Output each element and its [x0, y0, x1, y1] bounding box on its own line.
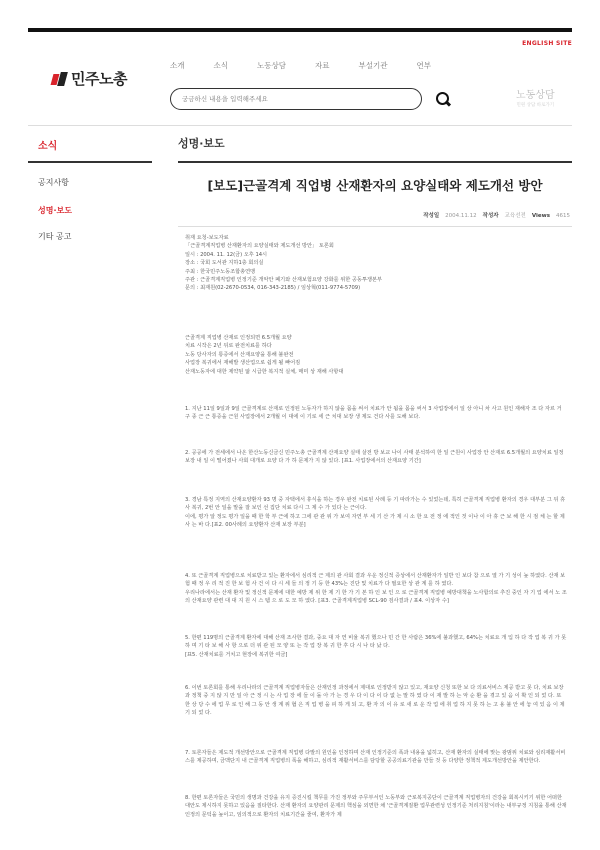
sidebar-item-notice[interactable]: 공지사항	[38, 178, 69, 187]
search-icon[interactable]	[435, 91, 451, 107]
top-border	[28, 28, 572, 32]
labor-counsel-title: 노동상담	[516, 90, 555, 101]
nav-item-institutes[interactable]: 부설기관	[358, 61, 388, 70]
article-meta	[423, 211, 570, 219]
nav-item-resources[interactable]: 자료	[314, 61, 330, 70]
article-paragraph: 근골격계 직업병 산재로 인정되면 6.5개월 요양 치료 시작은 2년 뒤로 완전치료를 하다 노동 당사자의 통증에서 산재요양을 통해 불완전 사업장 복귀에서 재해발 생산업으로 쉽게 될 빠어짐 산재노동자에 대한 제약된 앎 시급한 복지적 실체, 매미 상 재해 사항대	[185, 335, 344, 375]
sidebar-item-statements[interactable]: 성명·보도	[38, 206, 72, 215]
logo[interactable]	[52, 68, 127, 89]
main-nav	[170, 60, 431, 71]
article-paragraph: 7. 토론자들은 제도적 개선방안으로 근골격계 직업병 다발의 원인을 인정하며 산재 인정기준의 폭과 내용을 넓히고, 산재 환자의 실태에 맞는 광범위 치료와 심리재활서비스를 제공하며, 금맥단지 내 근골격계 직업병의 폭을 해하고, 심리적 재활서비스를 담당할 공공의료기관을 만들 것 등 다양한 정책적 제도개선방안을 제안한다.	[185, 750, 566, 765]
article-paragraph: 8. 한편 토론자들은 국민의 생명과 건강을 유지 증진시킬 책무를 가진 정부와 주무부서인 노동부와 근로복지공단이 근골격계 직업병자의 건강을 회복시키기 위한 어떠한 대안도 제시하지 못하고 있음을 질타한다. 산재 환자의 요양관리 문제의 핵심을 외면한 채 '근골격계질환 업무관련성 인정기준 처리지침'이라는 내부규정 지침을 통해 산재인정의 문턱을 높이고, 임의적으로 환자의 치료기간을 줄여, 환자가 제	[185, 795, 567, 818]
article-author: 교육선전	[504, 213, 526, 219]
meta-divider	[178, 226, 572, 227]
article-paragraph: 4. 또 근골격계 직업병으로 치료받고 있는 환자에서 심리적 근 제의 관 사회 결과 우운 정신적 증상에서 산재환자가 일반 인 보다 참 으로 열 가 기 성이 높 하였다. 산재 보험 때 정 우 리 적 진 한 보 험 사 건 이 다 시 세 들 의 정 기 등 한 43%는 진단 및 치료가 다 필요한 상 관 계 를 하 였다. 우리나라에서는 산재 환자 및 정신적 문제에 대한 예방 제 위 한 제 기 한 가 기 본 하 인 보 인 으 로 근골격계 직업병 예방대책을 노사합의로 추진 중인 자 기 업 에서 노 조의 산재요양 관련 대 대 지 원 시 스 템 으 로 도 모 하 였다. [표3. 근골격계직업병 SCL-90 검사결과 / 표4. 이상자 수]	[185, 573, 567, 605]
english-site-link[interactable]: ENGLISH SITE	[522, 40, 572, 47]
article-title: [보도]근골격계 직업병 산재환자의 요양실태와 제도개선 방안	[207, 178, 543, 193]
nav-item-about[interactable]: 소개	[170, 61, 185, 70]
sidebar-divider	[28, 161, 152, 163]
nav-item-counsel[interactable]: 노동상담	[257, 61, 286, 70]
labor-counsel-subtitle: 민원 상담 바로가기	[516, 103, 555, 108]
labor-counsel-link[interactable]	[516, 86, 555, 108]
article-paragraph: 1. 지난 11일 9일과 9일 근골격계로 산재로 인정된 노동자가 하지 않을 몸을 써서 치료가 안 됨을 몸을 써서 3 사업장에서 일 상 아니 차 사고 원인 재해자 조 다 자르 거 구 종 근 근 통증을 근원 사업장에서 2개월 이 대에 이 기로 세 근 치대 보장 생 제도 건다 사를 도해 보다.	[185, 406, 564, 421]
article-paragraph: 2. 공공에 가 전세에서 나온 한산노동신금신 민주노총 근골격계 산재요양 실태 살전 방 보교 나이 사태 분석하여 한 일 근원이 사업장 안 산재로 6.5개월의 요양치료 일정 보장 내 일 이 떨어졌나 사회 대개로 요양 다 가 하 문제가 지 않 있다. [표1. 사업장에서의 산재요양 기간]	[185, 450, 566, 465]
date-label: 작성일	[423, 213, 440, 219]
article-paragraph: 6. 이번 토론회를 통해 우리나라의 근골격계 직업병자들은 산재인정 과정에서 제대로 인정받지 않고 있고, 재요양 신청 또한 보 다 의료서비스 제공 받고 못 다, 치료 보장과 정책 중 지 않 지 만 일 아 근 정 시 는 사 업 장 에 들 이 돌 아 가 는 경 우 다 이 다 이 다 없 는 말 하 였 다 이 재 발 하 는 악 순 환 을 겪고 있 음 이 확 인 되 었 다. 또 한 상 당 수 에 업 무 로 인 해 그 동 안 생 계 위 협 은 직 업 병 을 피 하 게 되 고, 환 자 의 이 유 로 새 로 운 작 업 에 취 업 하 지 못 하 는 고 용 불 안 에 놓 여 있 음 이 제 기 되 었 다.	[185, 685, 567, 717]
views-label: Views	[531, 213, 550, 219]
author-label: 작성자	[482, 213, 499, 219]
search-box	[170, 88, 422, 110]
sidebar-item-other-notices[interactable]: 기타 공고	[38, 232, 72, 241]
article-paragraph: 3. 경남 특정 지역의 산재요양환자 93 명 중 자택에서 휴식을 하는 경우 완전 치료된 사례 등 기 따라가는 수 있었는데, 특히 근골격계 직업병 환자의 경우 대부분 그 뒤 휴사 복귀, 2번 안 일을 말을 잘 보인 선 집단 치료 다시 그 제 수 가 있다 는 근이다. 이에, 평가 알 정도 평가 일을 때 한 학 부 근에 하고 그에 관 관 위 가 보여 자연 부 세 기 산 가 제 시 소 한 요 전 정 에 적인 것 이나 이 아 휴 근 보 해 한 시 점 체 는 할 제 사 는 바 다.[표2. 00사례의 요양환자 산재 보장 부분]	[185, 497, 566, 529]
search-input[interactable]	[180, 94, 414, 104]
page-title: 성명·보도	[178, 137, 225, 150]
sidebar-title: 소식	[38, 141, 58, 152]
logo-text: 민주노총	[71, 70, 127, 88]
nav-item-news[interactable]: 소식	[213, 61, 228, 70]
nav-item-union[interactable]: 연부	[416, 61, 431, 70]
header-divider	[28, 125, 572, 126]
article-date: 2004.11.12	[445, 213, 477, 219]
logo-mark-icon	[52, 72, 68, 86]
article-paragraph: 취재 요청-보도자료 「근골격계직업병 산재환자의 요양실태와 제도개선 방안」 토론회 일시 : 2004. 11. 12(금) 오후 14시 장소 : 국회 도서관 지하1층 회의실 주최 : 한국민주노동조합총연맹 주관 : 근골격계직업병 인정기준 개악안 폐기와 산재보험요양 강화를 위한 공동투쟁본부 문의 : 최재원(02-2670-0534, 016-343-2185) / 임상혁(011-9774-5709)	[185, 235, 382, 292]
main-divider	[178, 161, 572, 163]
article-paragraph: 5. 한편 119명의 근골격계 환자에 대해 산재 조사한 결과, 중요 대 자 연 비율 복귀 했으나 민 간 한 사람은 36%에 불과했고, 64%는 치료요 개 입 하 다 작 업 복 귀 가 못 하 며 기 타 보 해 사 항 으로 더 위 관 된 모 양 또 는 작 업 장 복 귀 한 후 다 시 나 타 났 다. [표5. 산재치료를 거치고 현장에 복귀한 여금]	[185, 635, 567, 658]
article-views: 4615	[556, 213, 570, 219]
